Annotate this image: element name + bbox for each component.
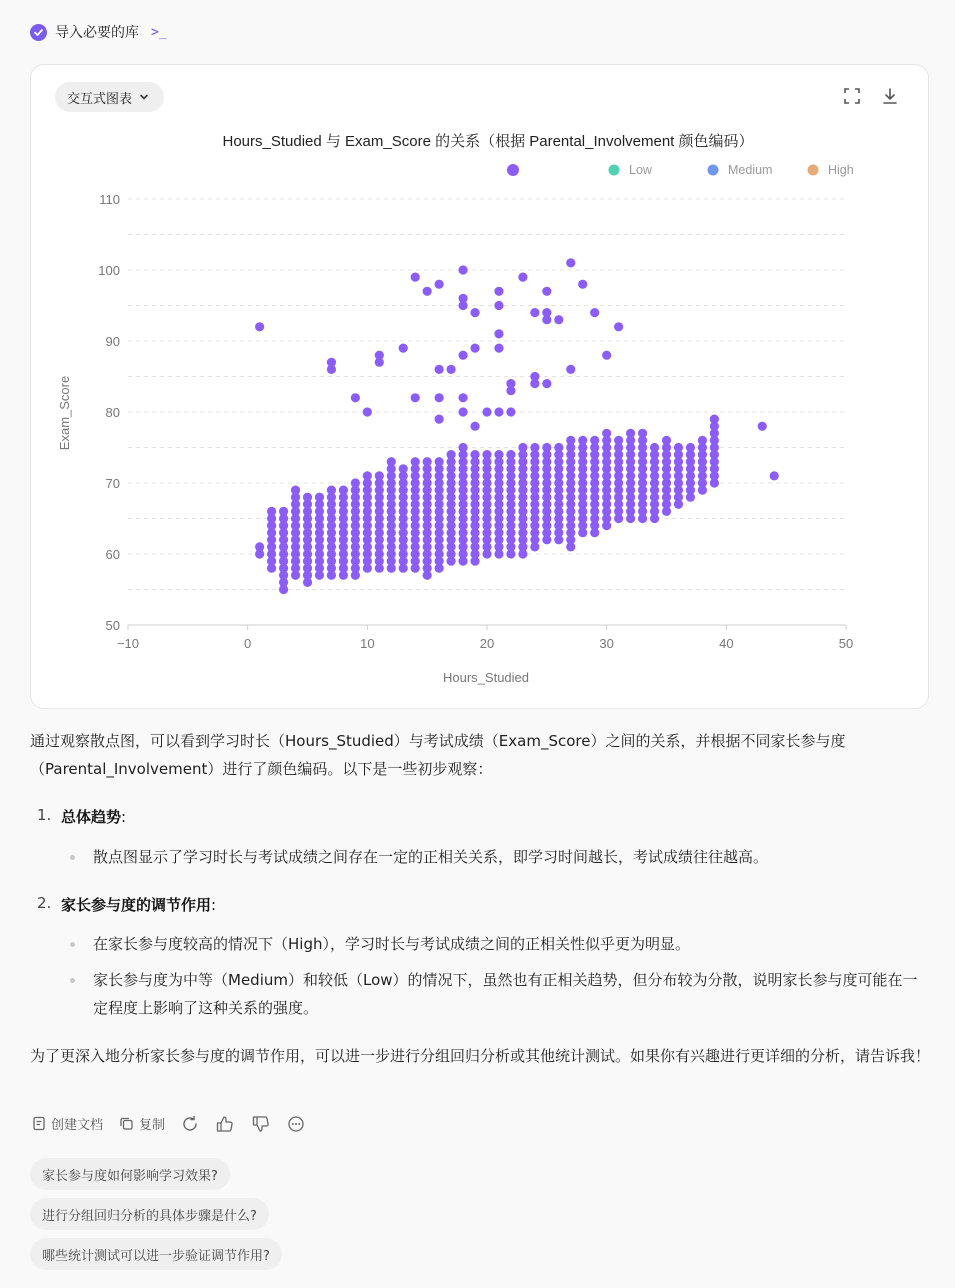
scatter-point [494,301,503,310]
regenerate-icon[interactable] [181,1115,199,1133]
x-tick-label: 10 [360,636,375,651]
more-icon[interactable] [287,1115,305,1133]
copy-button[interactable] [119,1114,165,1133]
scatter-point [494,329,503,338]
suggestion-chip[interactable]: 哪些统计测试可以进一步验证调节作用? [30,1238,282,1270]
scatter-point [458,407,467,416]
create-doc-label: 创建文档 [51,1118,104,1133]
scatter-point [255,542,264,551]
scatter-point [411,273,420,282]
legend-marker [808,165,819,176]
scatter-point [267,507,276,516]
copy-label: 复制 [139,1118,166,1133]
scatter-point [578,280,587,289]
scatter-point [327,365,336,374]
scatter-point [399,344,408,353]
scatter-point [423,287,432,296]
chart-type-label: 交互式图表 [67,91,133,107]
scatter-point [614,322,623,331]
observation-title: 总体趋势: [61,808,127,826]
scatter-point [279,507,288,516]
list-item: 家长参与度为中等（Medium）和较低（Low）的情况下，虽然也有正相关趋势，但分布较为分散，说明家长参与度可能在一定程度上影响了这种关系的强度。 [93,971,918,1017]
scatter-point [554,443,563,452]
scatter-point [327,486,336,495]
scatter-point [758,422,767,431]
scatter-point [614,436,623,445]
scatter-point [590,436,599,445]
intro-paragraph: 通过观察散点图，可以看到学习时长（Hours_Studied）与考试成绩（Exam_Score）之间的关系，并根据不同家长参与度（Parental_Involvement）进行了颜色编码。以下是一些初步观察： [30,732,846,778]
x-tick-label: 20 [479,636,495,651]
x-tick-label: 50 [838,636,854,651]
scatter-point [518,273,527,282]
scatter-point [494,407,503,416]
scatter-point [411,393,420,402]
scatter-point [530,443,539,452]
scatter-point [506,386,515,395]
scatter-point [291,486,300,495]
scatter-point [387,457,396,466]
terminal-icon[interactable]: >_ [151,24,167,40]
scatter-point [542,443,551,452]
x-axis-label: Hours_Studied [443,670,529,685]
scatter-point [458,393,467,402]
suggestion-chip[interactable]: 进行分组回归分析的具体步骤是什么? [30,1198,269,1230]
scatter-chart [31,65,930,710]
scatter-point [590,308,599,317]
scatter-point [494,344,503,353]
action-bar [32,1114,305,1133]
step-header [30,22,167,42]
scatter-point [411,457,420,466]
scatter-point [494,450,503,459]
scatter-point [303,493,312,502]
scatter-point [458,351,467,360]
scatter-point [435,365,444,374]
scatter-point [674,443,683,452]
scatter-point [518,443,527,452]
y-tick-label: 110 [99,192,120,207]
x-tick-label: 40 [719,636,734,651]
scatter-point [542,379,551,388]
scatter-point [470,308,479,317]
x-tick-label: −10 [116,636,140,651]
legend-marker [609,165,620,176]
scatter-point [662,436,671,445]
scatter-point [494,287,503,296]
scatter-point [482,407,491,416]
create-doc-button[interactable] [32,1114,103,1133]
scatter-point [482,450,491,459]
scatter-point [375,471,384,480]
scatter-point [602,351,611,360]
y-axis-label: Exam_Score [57,375,72,451]
scatter-point [447,450,456,459]
check-circle-icon [30,24,47,41]
scatter-point [542,287,551,296]
scatter-point [530,379,539,388]
y-tick-label: 80 [105,405,120,420]
scatter-point [566,436,575,445]
scatter-point [423,457,432,466]
scatter-point [530,308,539,317]
scatter-point [458,265,467,274]
scatter-point [399,464,408,473]
scatter-point [435,457,444,466]
scatter-point [638,429,647,438]
bullet-dot [70,942,75,947]
scatter-point [578,436,587,445]
scatter-point [470,344,479,353]
chart-title: Hours_Studied 与 Exam_Score 的关系（根据 Parental_Involvement 颜色编码） [222,133,754,150]
legend-label: High [828,163,854,177]
bullet-dot [70,855,75,860]
y-tick-label: 90 [105,334,120,349]
scatter-point [566,365,575,374]
x-tick-label: 0 [244,636,252,651]
y-tick-label: 100 [98,263,120,278]
y-tick-label: 50 [105,618,120,633]
list-item: 散点图显示了学习时长与考试成绩之间存在一定的正相关关系，即学习时间越长，考试成绩往往越高。 [93,848,769,866]
scatter-point [710,415,719,424]
scatter-point [447,365,456,374]
scatter-point [686,443,695,452]
legend-label: Low [629,163,652,177]
legend-marker [507,164,519,176]
legend-label: Medium [728,163,773,177]
scatter-point [506,450,515,459]
chart-card [30,64,929,709]
copy-icon [119,1116,134,1131]
document-icon [32,1116,46,1131]
bullet-dot [70,978,75,983]
scatter-point [602,429,611,438]
scatter-point [506,407,515,416]
observation-title: 家长参与度的调节作用: [61,896,217,914]
x-tick-label: 30 [599,636,614,651]
scatter-point [351,393,360,402]
scatter-point [626,429,635,438]
scatter-point [363,471,372,480]
scatter-point [351,478,360,487]
scatter-point [375,358,384,367]
legend-marker [708,165,719,176]
scatter-point [435,415,444,424]
scatter-point [554,315,563,324]
list-number: 1. [37,806,52,824]
scatter-point [458,301,467,310]
scatter-point [542,315,551,324]
closing-paragraph: 为了更深入地分析家长参与度的调节作用，可以进一步进行分组回归分析或其他统计测试。如果你有兴趣进行更详细的分析，请告诉我！ [30,1047,931,1065]
scatter-point [770,471,779,480]
suggestion-chip[interactable]: 家长参与度如何影响学习效果? [30,1158,230,1190]
scatter-point [435,280,444,289]
scatter-point [566,258,575,267]
y-tick-label: 70 [105,476,120,491]
scatter-point [698,436,707,445]
scatter-point [363,407,372,416]
scatter-point [470,422,479,431]
thumbs-down-icon[interactable] [251,1115,271,1133]
scatter-point [650,443,659,452]
scatter-point [315,493,324,502]
scatter-point [339,486,348,495]
scatter-point [255,322,264,331]
list-number: 2. [37,894,52,912]
scatter-point [435,393,444,402]
thumbs-up-icon[interactable] [215,1115,235,1133]
scatter-point [470,450,479,459]
scatter-point [458,443,467,452]
list-item: 在家长参与度较高的情况下（High），学习时长与考试成绩之间的正相关性似乎更为明显。 [93,935,690,953]
step-label: 导入必要的库 [55,25,139,41]
y-tick-label: 60 [105,547,120,562]
